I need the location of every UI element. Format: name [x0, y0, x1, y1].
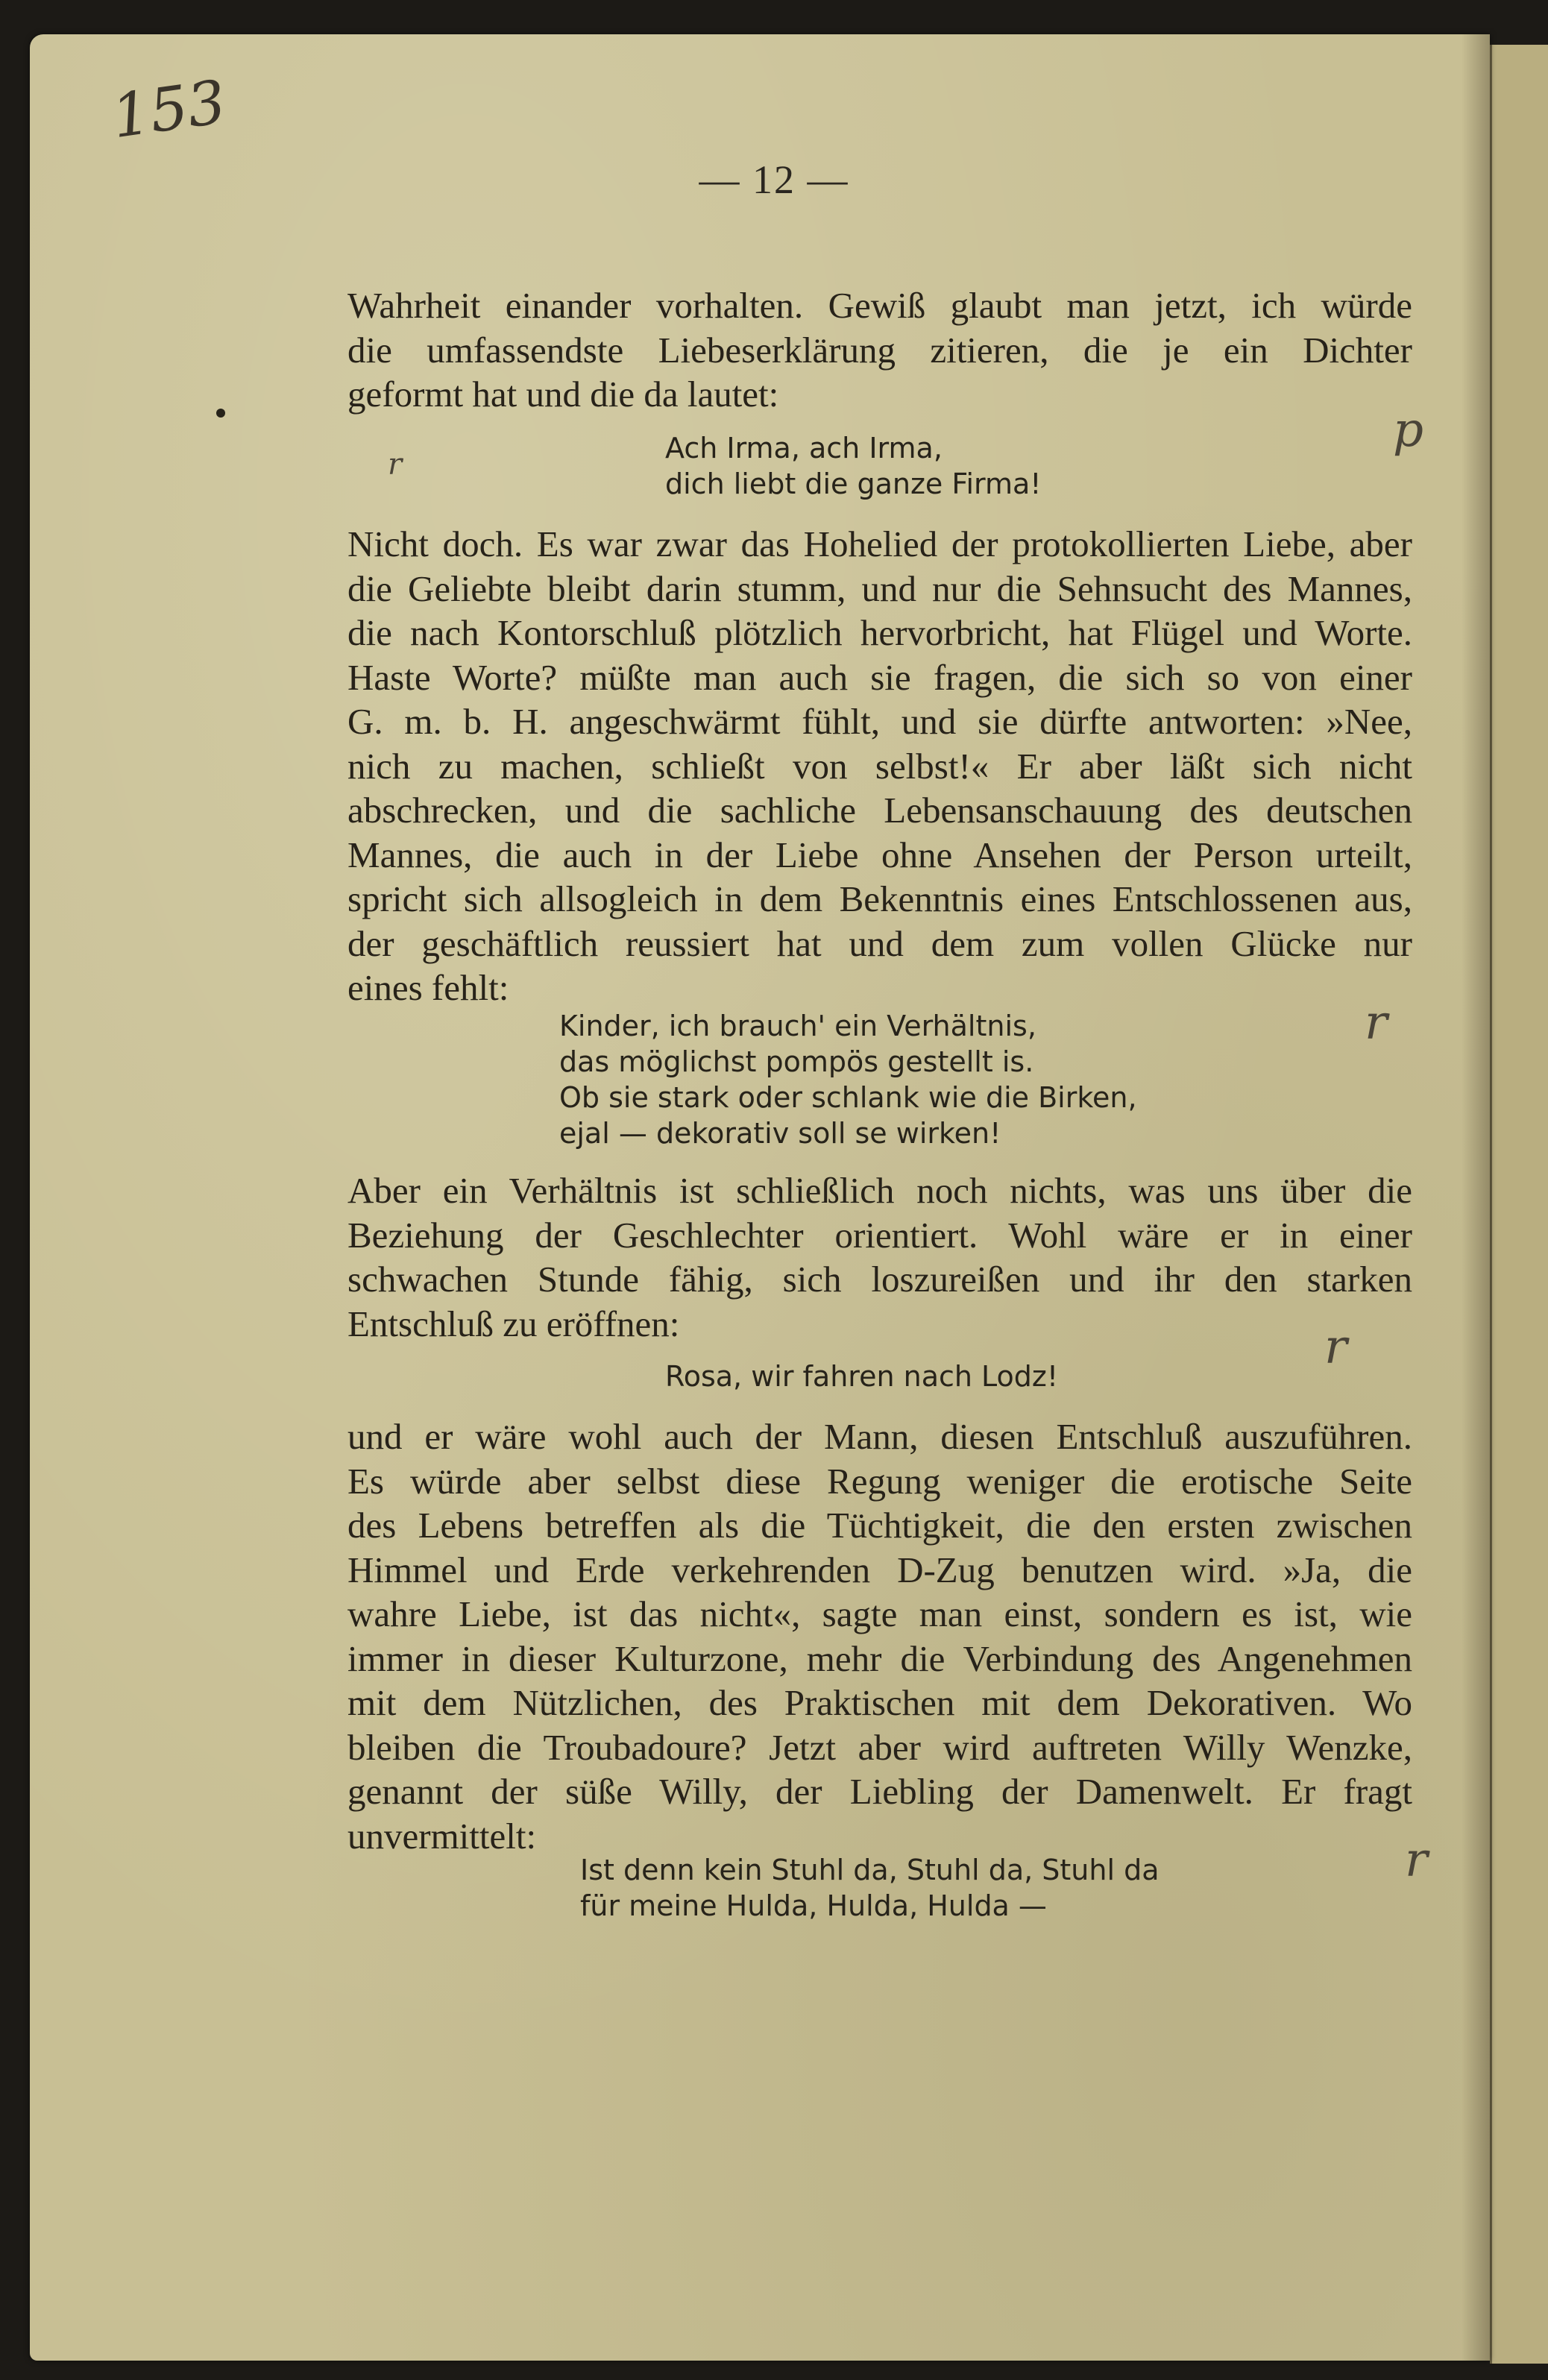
- pencil-tick-mark: r: [388, 447, 403, 482]
- text-line: Es würde aber selbst diese Regung weniger die erotische Seite: [347, 1460, 1412, 1502]
- text-line: nich zu machen, schließt von selbst!« Er aber läßt sich nicht: [347, 745, 1412, 787]
- text-line: schwachen Stunde fähig, sich loszureißen und ihr den starken: [347, 1259, 1412, 1300]
- page-number: — 12 —: [699, 157, 849, 202]
- text-line: die nach Kontorschluß plötzlich hervorbricht, hat Flügel und Worte.: [347, 612, 1412, 653]
- verse-rosa: [665, 1359, 1058, 1394]
- verse-verhaeltnis: [559, 1008, 1137, 1151]
- text-line: G. m. b. H. angeschwärmt fühlt, und sie dürfte antworten: »Nee,: [347, 701, 1412, 742]
- text-line: Beziehung der Geschlechter orientiert. Wohl wäre er in einer: [347, 1214, 1412, 1256]
- text-line: Mannes, die auch in der Liebe ohne Ansehen der Person urteilt,: [347, 834, 1412, 875]
- paragraph-1: [347, 283, 1412, 417]
- text-line: Aber ein Verhältnis ist schließlich noch nichts, was uns über die: [347, 1170, 1412, 1211]
- text-line: eines fehlt:: [347, 967, 509, 1008]
- pencil-margin-mark: p: [1393, 403, 1423, 458]
- text-line: die Geliebte bleibt darin stumm, und nur die Sehnsucht des Mannes,: [347, 567, 1412, 609]
- paragraph-2: [347, 522, 1412, 1010]
- paragraph-3: [347, 1168, 1412, 1346]
- verse-line: Ach Irma, ach Irma,: [665, 432, 943, 465]
- ink-dot: [216, 409, 225, 418]
- text-line: Nicht doch. Es war zwar das Hohelied der protokollierten Liebe, aber: [347, 523, 1412, 564]
- verse-line: das möglichst pompös gestellt is.: [559, 1045, 1034, 1078]
- text-line: genannt der süße Willy, der Liebling der Damenwelt. Er fragt: [347, 1771, 1412, 1812]
- verse-line: Ist denn kein Stuhl da, Stuhl da, Stuhl da: [580, 1854, 1160, 1886]
- text-line: unvermittelt:: [347, 1815, 537, 1857]
- spine-shadow: [1462, 34, 1490, 2361]
- adjacent-page-edge: [1490, 45, 1548, 2364]
- pencil-margin-mark: r: [1365, 995, 1388, 1051]
- pencil-margin-mark: r: [1405, 1833, 1428, 1888]
- text-line: immer in dieser Kulturzone, mehr die Verbindung des Angenehmen: [347, 1637, 1412, 1679]
- text-line: die umfassendste Liebeserklärung zitieren, die je ein Dichter: [347, 329, 1412, 371]
- text-line: der geschäftlich reussiert hat und dem zum vollen Glücke nur: [347, 922, 1412, 964]
- verse-irma: [665, 430, 1042, 502]
- text-line: des Lebens betreffen als die Tüchtigkeit, die den ersten zwischen: [347, 1505, 1412, 1546]
- text-line: und er wäre wohl auch der Mann, diesen Entschluß auszuführen.: [347, 1416, 1412, 1457]
- paragraph-4: [347, 1414, 1412, 1858]
- text-line: mit dem Nützlichen, des Praktischen mit dem Dekorativen. Wo: [347, 1682, 1412, 1723]
- text-line: Himmel und Erde verkehrenden D-Zug benutzen wird. »Ja, die: [347, 1549, 1412, 1590]
- text-line: spricht sich allsogleich in dem Bekenntnis eines Entschlossenen aus,: [347, 878, 1412, 919]
- text-line: wahre Liebe, ist das nicht«, sagte man einst, sondern es ist, wie: [347, 1593, 1412, 1634]
- pencil-margin-mark: r: [1324, 1320, 1347, 1375]
- text-line: geformt hat und die da lautet:: [347, 374, 779, 415]
- verse-line: Kinder, ich brauch' ein Verhältnis,: [559, 1010, 1036, 1042]
- text-line: Haste Worte? müßte man auch sie fragen, die sich so von einer: [347, 656, 1412, 698]
- verse-line: Ob sie stark oder schlank wie die Birken,: [559, 1081, 1137, 1114]
- handwritten-folio-number: 153: [107, 66, 230, 152]
- verse-line: ejal — dekorativ soll se wirken!: [559, 1117, 1001, 1150]
- text-line: Entschluß zu eröffnen:: [347, 1303, 680, 1344]
- verse-line: für meine Hulda, Hulda, Hulda —: [580, 1889, 1047, 1922]
- text-line: abschrecken, und die sachliche Lebensanschauung des deutschen: [347, 790, 1412, 831]
- verse-line: dich liebt die ganze Firma!: [665, 468, 1042, 500]
- text-line: bleiben die Troubadoure? Jetzt aber wird auftreten Willy Wenzke,: [347, 1726, 1412, 1768]
- verse-line: Rosa, wir fahren nach Lodz!: [665, 1360, 1059, 1393]
- verse-hulda: [580, 1852, 1160, 1924]
- text-line: Wahrheit einander vorhalten. Gewiß glaubt man jetzt, ich würde: [347, 285, 1412, 326]
